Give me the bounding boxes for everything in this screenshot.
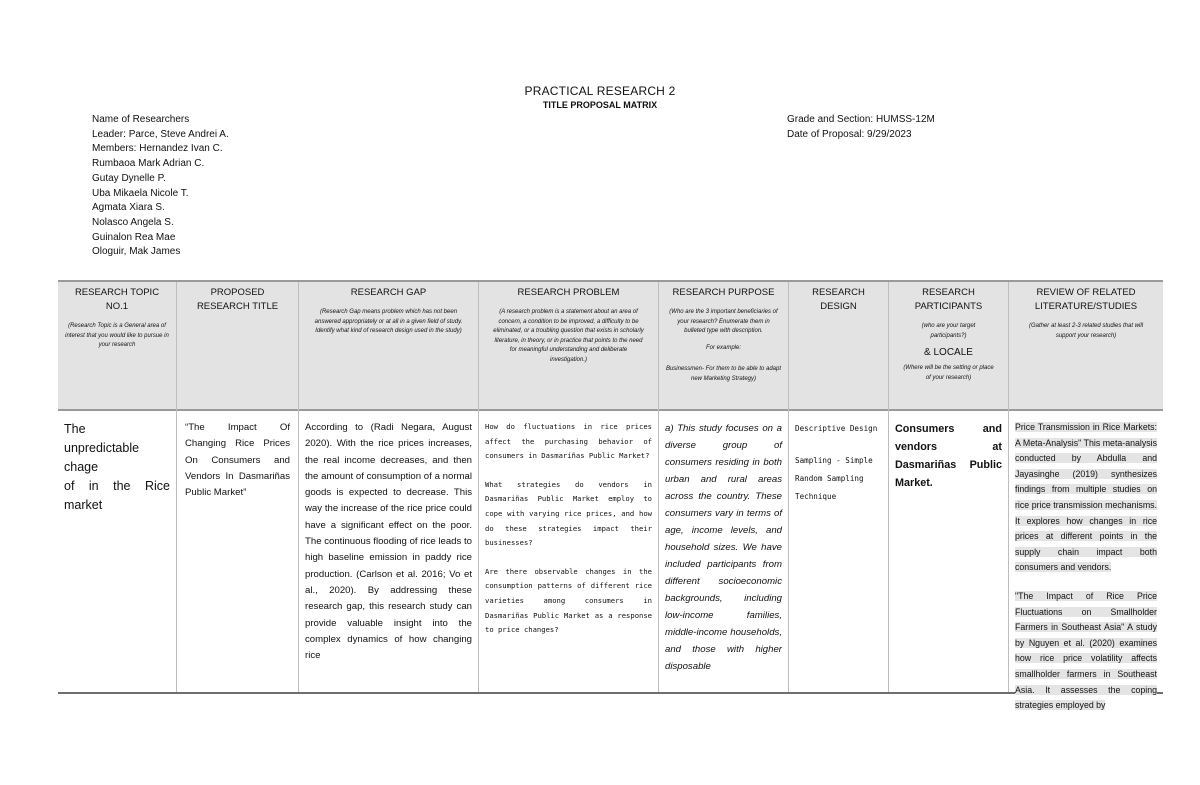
header-title: RESEARCH DESIGN xyxy=(812,287,865,312)
column-research-participants xyxy=(888,282,1008,692)
design-item: Descriptive Design xyxy=(795,424,878,433)
cell-research-topic xyxy=(58,414,176,688)
researchers-label: Name of Researchers xyxy=(92,114,190,125)
header-research-participants xyxy=(889,282,1008,409)
header-review-literature xyxy=(1009,282,1163,409)
header-title: RESEARCH GAP xyxy=(350,287,427,298)
grade-section: Grade and Section: HUMSS-12M xyxy=(787,114,935,125)
column-research-problem xyxy=(478,282,658,692)
research-question: Are there observable changes in the consumption patterns of different rice varieties among consumers in Dasmariñas Public Market as a response to price changes? xyxy=(485,566,652,635)
page-subtitle: TITLE PROPOSAL MATRIX xyxy=(542,100,658,110)
column-research-design xyxy=(788,282,888,692)
header-research-design xyxy=(789,282,888,409)
header-note: (who are your target participants?) xyxy=(921,323,976,339)
proposal-meta xyxy=(787,113,935,142)
topic-line: chage xyxy=(64,460,99,474)
header-note: (Who are the 3 important beneficiaries of your research? Enumerate them in bulleted type with description. xyxy=(669,309,778,334)
topic-line: of in the Rice xyxy=(64,479,170,493)
title-proposal-matrix xyxy=(58,280,1163,711)
researcher-leader: Leader: Parce, Steve Andrei A. xyxy=(92,128,229,140)
header-research-topic xyxy=(58,282,176,409)
column-review-literature xyxy=(1008,282,1163,711)
header-note: (Gather at least 2-3 related studies that will support your research) xyxy=(1028,323,1144,339)
related-study-text: "The Impact of Rice Price Fluctuations on Smallholder Farmers in Southeast Asia" A study by Nguyen et al. (2020) examines how rice price volatility affects smallholder farmers in Southeast Asia. It assesses the coping strategies employed by xyxy=(1015,590,1157,711)
design-item: Sampling - Simple Random Sampling Technique xyxy=(795,456,873,501)
header-note: (A research problem is a statement about an area of concern, a condition to be improved, a difficulty to be eliminated, or a troubling question that exists in scholarly literature, in theory, or in practice that points to the need for meaningful understanding and deliberate investigation.) xyxy=(493,309,644,363)
column-research-topic xyxy=(58,282,176,692)
topic-line: unpredictable xyxy=(64,441,140,455)
research-question: How do fluctuations in rice prices affect the purchasing behavior of consumers in Dasmariñas Public Market? xyxy=(485,422,652,461)
cell-research-gap: According to (Radi Negara, August 2020). With the rice prices increases, the real income decreases, and then the amount of consumption of a normal goods is expected to decrease. This way the increase of the rice price could have a significant effect on the poor. The continuous flooding of rice leads to high baseline emission in paddy rice production. (Carlson et al. 2016; Vo et al., 2020). By addressing these research gap, this research study can provide valuable insight into the complex dynamics of how changing rice xyxy=(305,422,472,662)
cell-proposed-title: “The Impact Of Changing Rice Prices On Consumers and Vendors In Dasmariñas Public Market” xyxy=(185,422,290,499)
header-research-gap xyxy=(299,282,478,409)
header-example: Businessmen- For them to be able to adapt new Marketing Strategy) xyxy=(665,366,782,382)
topic-line: The xyxy=(64,422,86,436)
header-title: RESEARCH PROBLEM xyxy=(517,287,620,298)
header-example-label: For example: xyxy=(705,344,741,351)
researcher-member: Ologuir, Mak James xyxy=(92,246,181,258)
researcher-member: Rumbaoa Mark Adrian C. xyxy=(92,158,205,170)
topic-line: market xyxy=(64,498,103,512)
column-research-purpose xyxy=(658,282,788,692)
header-title: RESEARCH PARTICIPANTS xyxy=(914,287,983,312)
header-title: RESEARCH PURPOSE xyxy=(672,287,775,298)
header-proposed-title xyxy=(177,282,298,409)
research-question: What strategies do vendors in Dasmariñas Public Market employ to cope with varying rice prices, and how do these strategies impact their businesses? xyxy=(485,479,652,548)
researcher-member: Agmata Xiara S. xyxy=(92,202,165,214)
researcher-member: Nolasco Angela S. xyxy=(92,216,174,228)
header-title: PROPOSED RESEARCH TITLE xyxy=(196,287,279,312)
header-locale-note: (Where will be the setting or place of your research) xyxy=(903,365,994,381)
header-note: (Research Gap means problem which has not been answered appropriately or at all in a given field of study. Identify what kind of research design used in the study) xyxy=(314,309,463,334)
cell-research-problem xyxy=(479,414,658,688)
header-title: REVIEW OF RELATED LITERATURE/STUDIES xyxy=(1034,287,1138,312)
page-title: PRACTICAL RESEARCH 2 xyxy=(524,84,676,98)
researchers-block xyxy=(92,113,229,260)
cell-research-design xyxy=(789,414,888,688)
date-of-proposal: Date of Proposal: 9/29/2023 xyxy=(787,128,912,140)
related-study xyxy=(1015,420,1157,576)
researcher-member: Guinalon Rea Mae xyxy=(92,231,176,243)
header-note: (Research Topic is a General area of interest that you would like to pursue in your research xyxy=(65,323,169,348)
column-research-gap xyxy=(298,282,478,692)
related-study-text: Price Transmission in Rice Markets: A Meta-Analysis" This meta-analysis conducted by Abdulla and Jayasinghe (2019) synthesizes findings from multiple studies on rice price transmission mechanisms. It explores how changes in rice prices at different points in the supply chain impact both consumers and vendors. xyxy=(1015,422,1157,573)
researcher-member: Gutay Dynelle P. xyxy=(92,172,166,184)
header-locale: & LOCALE xyxy=(924,347,973,358)
header-research-purpose xyxy=(659,282,788,409)
column-proposed-title xyxy=(176,282,298,692)
researcher-members-label: Members: Hernandez Ivan C. xyxy=(92,143,223,155)
researcher-member: Uba Mikaela Nicole T. xyxy=(92,187,189,199)
related-study xyxy=(1015,589,1157,714)
cell-research-purpose: a) This study focuses on a diverse group of consumers residing in both urban and rural areas across the country. These consumers vary in terms of age, income levels, and household sizes. We have included participants from different socioeconomic backgrounds, including low-income families, middle-income households, and those with higher disposable xyxy=(665,423,782,672)
header-title: RESEARCH TOPIC NO.1 xyxy=(74,287,160,312)
header-research-problem xyxy=(479,282,658,409)
cell-research-participants: Consumers and vendors at Dasmariñas Public Market. xyxy=(895,423,1002,489)
cell-review-literature xyxy=(1009,414,1163,711)
